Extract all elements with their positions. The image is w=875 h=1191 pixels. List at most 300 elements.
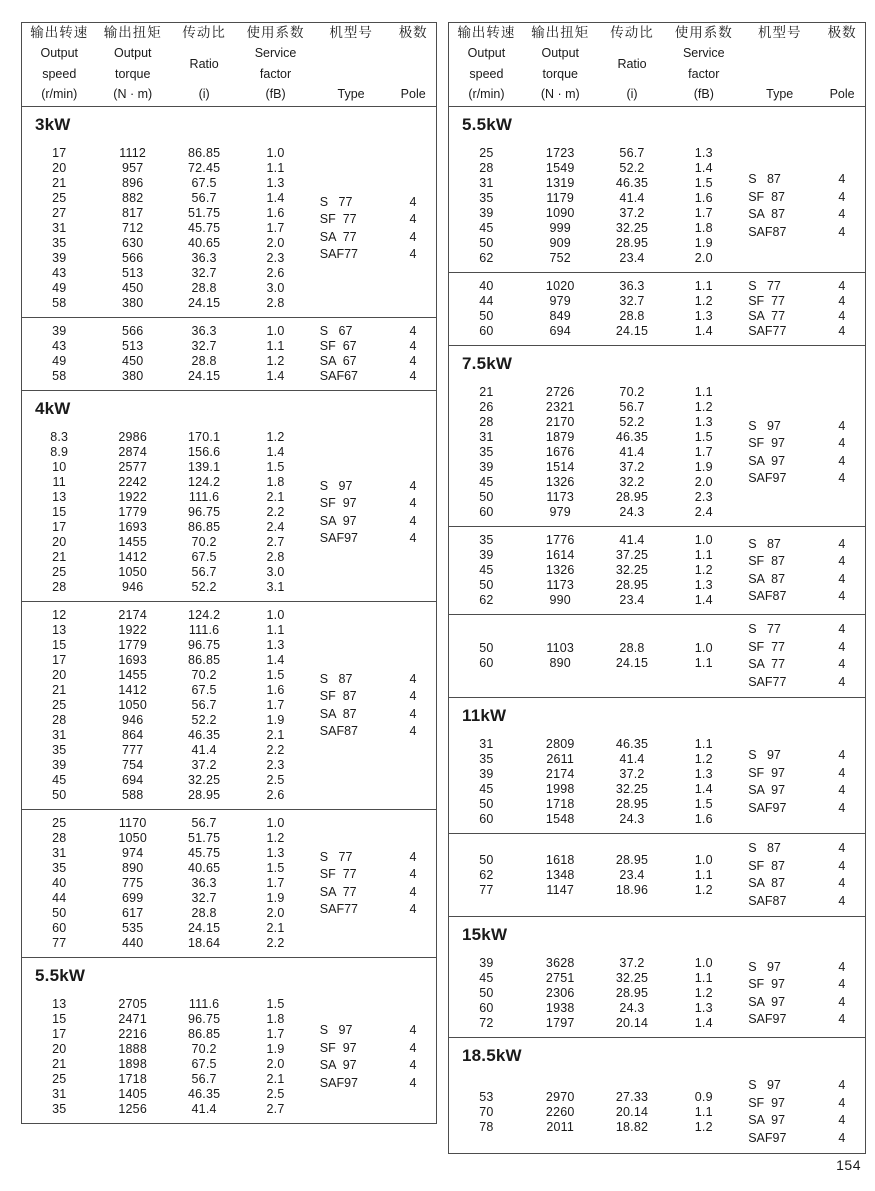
ratio-cell: 56.7: [191, 816, 217, 830]
torque-cell: 775: [121, 876, 144, 890]
ratio-cell: 56.7: [191, 1072, 217, 1086]
speed-cell: 43: [52, 339, 67, 353]
type-label: SF 97: [748, 977, 786, 991]
torque-cell: 1922: [118, 623, 147, 637]
service-factor-cell: 2.1: [266, 1072, 285, 1086]
table-row: [449, 460, 740, 475]
torque-cell: 1179: [546, 191, 575, 205]
service-factor-cell: 1.6: [266, 683, 285, 697]
table-row: [449, 986, 740, 1001]
type-row: [312, 866, 436, 884]
type-label: S 97: [748, 748, 781, 762]
type-row: [740, 858, 865, 876]
torque-cell: 1938: [545, 1001, 575, 1015]
header-en-label: Type: [766, 87, 794, 102]
service-factor-cell: 2.3: [694, 490, 713, 504]
row-group: [449, 853, 740, 898]
speed-cell: 77: [479, 882, 494, 897]
torque-cell: 380: [121, 369, 144, 383]
table-row: [22, 921, 312, 936]
row-group: [449, 956, 740, 1031]
ratio-cell: 28.95: [615, 797, 649, 811]
header-en-label: torque: [542, 66, 578, 81]
header-en-label: Ratio: [617, 56, 647, 71]
service-factor-cell: 2.3: [266, 758, 285, 772]
ratio-cell: 32.2: [619, 475, 645, 489]
service-factor-cell: 1.6: [694, 191, 713, 205]
header-col-3: [239, 26, 311, 102]
type-label: SAF97: [748, 1130, 787, 1145]
service-factor-cell: 1.3: [266, 846, 285, 860]
table-row: [449, 533, 740, 548]
table-row: [449, 475, 740, 490]
pole-value: 4: [409, 339, 417, 353]
speed-cell: 45: [479, 475, 494, 489]
ratio-cell: 28.8: [191, 906, 217, 920]
torque-cell: 1723: [545, 146, 575, 160]
header-en-label: (fB): [693, 87, 714, 102]
pole-value: 4: [838, 977, 846, 991]
header-en-label: Pole: [400, 87, 426, 102]
service-factor-cell: 2.0: [266, 1057, 285, 1071]
header-zh-label: 使用系数: [246, 25, 305, 40]
pole-value: 4: [838, 1078, 846, 1092]
service-factor-cell: 1.4: [266, 369, 285, 383]
torque-cell: 2174: [545, 767, 575, 781]
service-factor-cell: 2.1: [266, 921, 285, 935]
ratio-cell: 51.75: [187, 206, 221, 220]
speed-cell: 49: [52, 354, 67, 368]
ratio-cell: 124.2: [187, 608, 221, 622]
table-row: [22, 608, 312, 623]
torque-cell: 1998: [545, 782, 575, 796]
type-label: S 67: [319, 324, 353, 338]
table-row: [22, 623, 312, 638]
table-row: [22, 698, 312, 713]
ratio-cell: 46.35: [187, 728, 221, 742]
table-row: [449, 548, 740, 563]
speed-cell: 50: [479, 797, 494, 811]
type-row: [740, 418, 865, 436]
type-label: S 97: [319, 478, 353, 493]
torque-cell: 1173: [546, 578, 575, 592]
table-row: [22, 846, 312, 861]
speed-cell: 53: [479, 1089, 494, 1104]
pole-value: 4: [838, 453, 846, 468]
type-label: SAF77: [748, 674, 787, 689]
section-title-15kW: 15kW: [462, 925, 508, 944]
data-block: [449, 731, 865, 834]
speed-cell: 60: [479, 505, 494, 519]
pole-value: 4: [838, 324, 846, 338]
table-row: [22, 816, 312, 831]
table-row: [449, 400, 740, 415]
table-row: [22, 1102, 312, 1117]
row-group: [449, 146, 740, 266]
speed-cell: 45: [479, 782, 494, 796]
torque-cell: 896: [121, 176, 144, 190]
type-label: S 87: [748, 841, 781, 855]
torque-cell: 1693: [118, 520, 147, 534]
header-en-label: (N · m): [540, 87, 580, 102]
pole-value: 4: [409, 849, 417, 864]
type-list: [740, 621, 865, 691]
type-label: S 87: [748, 172, 781, 186]
type-label: SAF97: [319, 1075, 359, 1090]
type-label: SA 97: [748, 994, 786, 1009]
speed-cell: 28: [52, 713, 67, 727]
speed-cell: 44: [52, 891, 67, 905]
service-factor-cell: 1.1: [694, 1104, 713, 1119]
table-row: [449, 656, 740, 671]
header-en-label: Output: [541, 46, 580, 61]
ratio-cell: 111.6: [188, 623, 220, 637]
service-factor-cell: 2.3: [266, 251, 285, 265]
type-row: [740, 224, 865, 242]
speed-cell: 15: [52, 638, 67, 652]
service-factor-cell: 1.3: [694, 578, 713, 592]
torque-cell: 909: [549, 236, 571, 250]
torque-cell: 1170: [118, 816, 147, 830]
pole-value: 4: [409, 689, 417, 703]
pole-value: 4: [838, 994, 846, 1009]
table-row: [22, 1087, 312, 1102]
table-row: [22, 296, 312, 311]
torque-cell: 979: [549, 505, 571, 519]
ratio-cell: 41.4: [619, 533, 645, 547]
ratio-cell: 27.33: [615, 1089, 649, 1104]
torque-cell: 2577: [118, 460, 147, 474]
ratio-cell: 28.8: [191, 281, 217, 295]
row-group: [449, 385, 740, 520]
table-row: [22, 580, 312, 595]
pole-value: 4: [838, 418, 846, 433]
speed-cell: 39: [52, 251, 67, 265]
pole-value: 4: [838, 172, 846, 186]
header-en-label: Pole: [829, 87, 855, 102]
table-row: [22, 161, 312, 176]
speed-cell: 21: [479, 385, 494, 399]
type-row: [312, 849, 436, 867]
torque-cell: 630: [121, 236, 144, 250]
table-row: [449, 797, 740, 812]
ratio-cell: 52.2: [619, 161, 645, 175]
torque-cell: 974: [121, 846, 144, 860]
section-title-11kW: 11kW: [462, 706, 507, 725]
torque-cell: 2321: [545, 400, 575, 414]
type-row: [740, 470, 865, 488]
header-zh-label: 机型号: [329, 25, 373, 40]
torque-cell: 1103: [546, 641, 575, 655]
ratio-cell: 51.75: [187, 831, 221, 845]
ratio-cell: 37.2: [619, 460, 645, 474]
speed-cell: 15: [52, 1012, 67, 1026]
pole-value: 4: [838, 471, 846, 485]
table-row: [449, 853, 740, 868]
torque-cell: 1797: [545, 1016, 575, 1030]
speed-cell: 12: [52, 608, 67, 622]
service-factor-cell: 1.1: [694, 737, 713, 751]
torque-cell: 882: [121, 191, 144, 205]
type-list: [312, 1022, 436, 1092]
row-group: [22, 430, 312, 595]
ratio-cell: 70.2: [191, 535, 217, 549]
table-row: [22, 460, 312, 475]
speed-cell: 35: [52, 236, 67, 250]
type-row: [740, 875, 865, 893]
pole-value: 4: [838, 765, 846, 780]
pole-value: 4: [409, 531, 417, 545]
torque-cell: 979: [549, 294, 571, 308]
service-factor-cell: 1.9: [266, 1042, 285, 1056]
type-label: SF 77: [748, 639, 786, 654]
type-list: [740, 1077, 865, 1147]
torque-cell: 1548: [545, 812, 575, 826]
ratio-cell: 86.85: [187, 146, 221, 160]
service-factor-cell: 1.1: [266, 339, 285, 353]
speed-cell: 39: [479, 548, 494, 562]
ratio-cell: 111.6: [188, 490, 220, 504]
type-row: [740, 553, 865, 571]
torque-cell: 1718: [545, 797, 575, 811]
torque-cell: 1718: [118, 1072, 147, 1086]
torque-cell: 1693: [118, 653, 147, 667]
table-row: [449, 445, 740, 460]
service-factor-cell: 1.3: [266, 176, 285, 190]
pole-value: 4: [409, 902, 417, 916]
torque-cell: 2705: [118, 997, 147, 1011]
speed-cell: 13: [52, 623, 67, 637]
table-row: [449, 1120, 740, 1135]
type-label: SA 97: [748, 453, 786, 468]
ratio-cell: 46.35: [615, 176, 649, 190]
torque-cell: 946: [121, 713, 144, 727]
service-factor-cell: 2.7: [266, 535, 285, 549]
ratio-cell: 37.2: [619, 956, 645, 970]
service-factor-cell: 2.4: [266, 520, 285, 534]
torque-cell: 864: [121, 728, 144, 742]
pole-value: 4: [838, 294, 846, 308]
type-row: [312, 369, 436, 384]
table-row: [22, 1042, 312, 1057]
table-row: [449, 294, 740, 309]
type-list: [740, 536, 865, 606]
ratio-cell: 56.7: [619, 146, 645, 160]
type-row: [312, 688, 436, 706]
type-label: SA 87: [319, 706, 357, 721]
torque-cell: 2751: [545, 971, 575, 985]
type-row: [740, 309, 865, 324]
pole-value: 4: [409, 867, 417, 881]
pole-value: 4: [838, 536, 846, 551]
service-factor-cell: 1.1: [266, 161, 285, 175]
speed-cell: 25: [479, 146, 494, 160]
ratio-cell: 70.2: [191, 1042, 217, 1056]
speed-cell: 31: [479, 176, 494, 190]
table-row: [449, 324, 740, 339]
speed-cell: 28: [479, 161, 494, 175]
type-label: SAF87: [748, 224, 787, 239]
torque-cell: 999: [549, 221, 571, 235]
ratio-cell: 37.25: [615, 548, 649, 562]
service-factor-cell: 1.4: [266, 191, 285, 205]
service-factor-cell: 1.0: [694, 956, 713, 970]
torque-cell: 513: [121, 266, 144, 280]
service-factor-cell: 1.3: [694, 309, 713, 323]
header-col-0: [22, 26, 97, 102]
torque-cell: 754: [121, 758, 144, 772]
header-col-5: [819, 26, 865, 102]
service-factor-cell: 1.4: [694, 161, 713, 175]
header-col-4: [740, 26, 819, 102]
type-label: S 77: [319, 849, 353, 864]
header-en-label: torque: [115, 66, 151, 81]
type-label: SF 77: [319, 212, 357, 226]
speed-cell: 26: [479, 400, 494, 414]
table-row: [449, 161, 740, 176]
speed-cell: 39: [479, 206, 494, 220]
right-table-body: [449, 107, 865, 1153]
service-factor-cell: 2.0: [694, 251, 713, 265]
row-group: [449, 737, 740, 827]
speed-cell: 45: [479, 971, 494, 985]
table-row: [22, 490, 312, 505]
speed-cell: 62: [479, 251, 494, 265]
torque-cell: 2242: [118, 475, 147, 489]
row-group: [22, 816, 312, 951]
pole-value: 4: [409, 496, 417, 510]
type-list: [312, 194, 436, 264]
torque-cell: 617: [121, 906, 144, 920]
type-row: [312, 211, 436, 229]
table-row: [22, 251, 312, 266]
pole-value: 4: [838, 657, 846, 671]
speed-cell: 31: [52, 221, 67, 235]
service-factor-cell: 1.0: [266, 816, 285, 830]
type-row: [312, 478, 436, 496]
type-row: [740, 840, 865, 858]
ratio-cell: 96.75: [187, 1012, 221, 1026]
data-block: [22, 140, 436, 318]
type-row: [740, 536, 865, 554]
speed-cell: 31: [479, 430, 494, 444]
speed-cell: 20: [52, 1042, 67, 1056]
table-row: [449, 752, 740, 767]
table-row: [22, 339, 312, 354]
speed-cell: 31: [52, 1087, 67, 1101]
speed-cell: 58: [52, 296, 67, 310]
speed-cell: 25: [52, 191, 67, 205]
pole-value: 4: [409, 1058, 417, 1072]
speed-cell: 21: [52, 683, 67, 697]
speed-cell: 28: [479, 415, 494, 429]
table-row: [22, 475, 312, 490]
table-row: [22, 369, 312, 384]
type-list: [740, 418, 865, 488]
type-row: [740, 959, 865, 977]
type-list: [312, 671, 436, 741]
type-label: SAF77: [319, 247, 359, 261]
table-row: [449, 206, 740, 221]
type-row: [312, 354, 436, 369]
service-factor-cell: 1.2: [266, 354, 285, 368]
type-row: [312, 495, 436, 513]
service-factor-cell: 1.7: [266, 698, 285, 712]
row-group: [449, 533, 740, 608]
service-factor-cell: 1.3: [694, 1001, 713, 1015]
page-number: 154: [836, 1157, 861, 1173]
speed-cell: 49: [52, 281, 67, 295]
service-factor-cell: 1.7: [266, 876, 285, 890]
service-factor-cell: 1.4: [694, 782, 713, 796]
torque-cell: 2726: [545, 385, 575, 399]
data-block: [449, 140, 865, 273]
speed-cell: 50: [479, 236, 494, 250]
pole-value: 4: [838, 622, 846, 636]
speed-cell: 50: [52, 788, 67, 802]
torque-cell: 1455: [118, 535, 147, 549]
header-col-1: [97, 26, 169, 102]
type-label: SAF97: [319, 531, 359, 545]
speed-cell: 50: [479, 852, 494, 867]
table-row: [22, 936, 312, 951]
service-factor-cell: 1.2: [694, 752, 713, 766]
table-row: [449, 309, 740, 324]
service-factor-cell: 1.5: [266, 997, 285, 1011]
section-title-5.5kW: 5.5kW: [35, 966, 86, 985]
left-table-body: [22, 107, 436, 1123]
service-factor-cell: 1.7: [694, 206, 713, 220]
type-label: SAF97: [748, 471, 787, 485]
ratio-cell: 23.4: [619, 251, 645, 265]
table-row: [449, 593, 740, 608]
speed-cell: 17: [52, 653, 67, 667]
speed-cell: 39: [52, 758, 67, 772]
service-factor-cell: 1.8: [694, 221, 713, 235]
ratio-cell: 32.25: [615, 221, 649, 235]
type-label: SF 97: [748, 765, 786, 780]
service-factor-cell: 1.1: [694, 279, 713, 293]
table-row: [22, 876, 312, 891]
type-label: SA 97: [319, 513, 357, 528]
service-factor-cell: 2.4: [694, 505, 713, 519]
type-label: SF 97: [748, 1095, 786, 1110]
speed-cell: 28: [52, 580, 67, 594]
ratio-cell: 28.95: [615, 852, 649, 867]
torque-cell: 1888: [118, 1042, 147, 1056]
service-factor-cell: 1.2: [694, 400, 713, 414]
type-row: [312, 723, 436, 741]
header-zh-label: 传动比: [182, 25, 226, 40]
service-factor-cell: 2.6: [266, 788, 285, 802]
table-row: [449, 812, 740, 827]
ratio-cell: 37.2: [619, 767, 645, 781]
ratio-cell: 156.6: [187, 445, 221, 459]
speed-cell: 50: [479, 490, 494, 504]
table-row: [449, 971, 740, 986]
type-list: [740, 747, 865, 817]
type-label: SA 97: [748, 1113, 786, 1127]
ratio-cell: 67.5: [191, 683, 217, 697]
type-row: [740, 639, 865, 657]
torque-cell: 946: [121, 580, 144, 594]
pole-value: 4: [838, 674, 846, 689]
torque-cell: 1779: [118, 505, 147, 519]
type-list: [740, 840, 865, 910]
header-col-3: [667, 26, 740, 102]
torque-cell: 752: [549, 251, 571, 265]
type-row: [740, 1130, 865, 1148]
